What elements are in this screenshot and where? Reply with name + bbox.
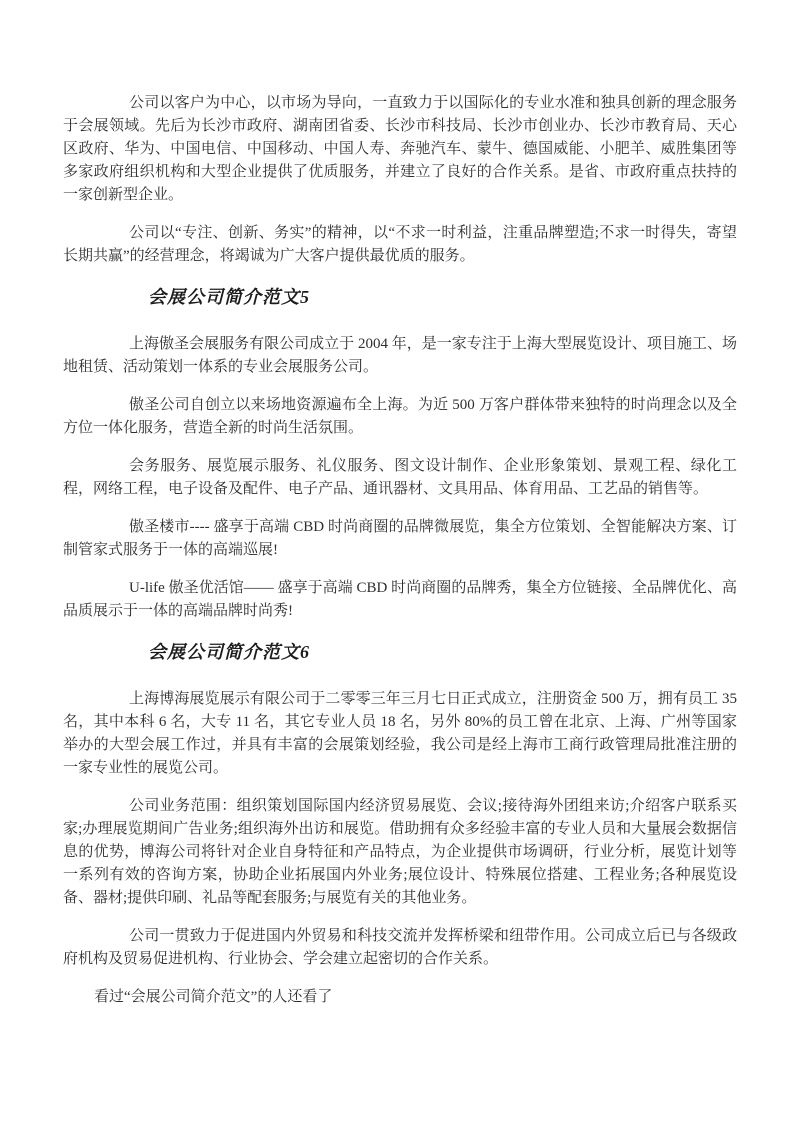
document-paragraph: 公司以“专注、创新、务实”的精神，以“不求一时利益，注重品牌塑造;不求一时得失，寄望长期共赢”的经营理念，将竭诚为广大客户提供最优质的服务。 xyxy=(63,225,737,264)
document-paragraph: 公司以客户为中心，以市场为导向，一直致力于以国际化的专业水准和独具创新的理念服务于会展领域。先后为长沙市政府、湖南团省委、长沙市科技局、长沙市创业办、长沙市教育局、天心区政府、华为、中国电信、中国移动、中国人寿、奔驰汽车、蒙牛、德国威能、小肥羊、威胜集团等多家政府组织机构和大型企业提供了优质服务，并建立了良好的合作关系。是省、市政府重点扶持的一家创新型企业。 xyxy=(63,95,737,203)
section-heading: 会展公司简介范文5 xyxy=(148,287,310,307)
document-paragraph: 看过“会展公司简介范文”的人还看了 xyxy=(94,989,333,1005)
document-paragraph: U-life 傲圣优活馆—— 盛享于高端 CBD 时尚商圈的品牌秀，集全方位链接、全品牌优化、高品质展示于一体的高端品牌时尚秀! xyxy=(63,580,737,619)
section-heading: 会展公司简介范文6 xyxy=(148,642,310,662)
document-paragraph: 傲圣楼市---- 盛享于高端 CBD 时尚商圈的品牌微展览，集全方位策划、全智能解决方案、订制管家式服务于一体的高端巡展! xyxy=(63,519,737,558)
document-paragraph: 傲圣公司自创立以来场地资源遍布全上海。为近 500 万客户群体带来独特的时尚理念以及全方位一体化服务，营造全新的时尚生活氛围。 xyxy=(63,397,737,436)
document-paragraph: 上海博海展览展示有限公司于二零零三年三月七日正式成立，注册资金 500 万，拥有员工 35 名，其中本科 6 名，大专 11 名，其它专业人员 18 名，另外 80%的员工曾在北京、上海、广州等国家举办的大型会展工作过，并具有丰富的会展策划经验，我公司是经上海市工商行政管理局批准注册的一家专业性的展览公司。 xyxy=(63,691,737,776)
document-paragraph: 上海傲圣会展服务有限公司成立于 2004 年，是一家专注于上海大型展览设计、项目施工、场地租赁、活动策划一体系的专业会展服务公司。 xyxy=(63,336,737,375)
document-paragraph: 会务服务、展览展示服务、礼仪服务、图文设计制作、企业形象策划、景观工程、绿化工程，网络工程，电子设备及配件、电子产品、通讯器材、文具用品、体育用品、工艺品的销售等。 xyxy=(63,458,737,497)
document-paragraph: 公司一贯致力于促进国内外贸易和科技交流并发挥桥梁和纽带作用。公司成立后已与各级政府机构及贸易促进机构、行业协会、学会建立起密切的合作关系。 xyxy=(63,928,737,967)
document-paragraph: 公司业务范围：组织策划国际国内经济贸易展览、会议;接待海外团组来访;介绍客户联系买家;办理展览期间广告业务;组织海外出访和展览。借助拥有众多经验丰富的专业人员和大量展会数据信息的优势，博海公司将针对企业自身特征和产品特点，为企业提供市场调研，行业分析，展览计划等一系列有效的咨询方案，协助企业拓展国内外业务;展位设计、特殊展位搭建、工程业务;各种展览设备、器材;提供印刷、礼品等配套服务;与展览有关的其他业务。 xyxy=(63,798,737,906)
